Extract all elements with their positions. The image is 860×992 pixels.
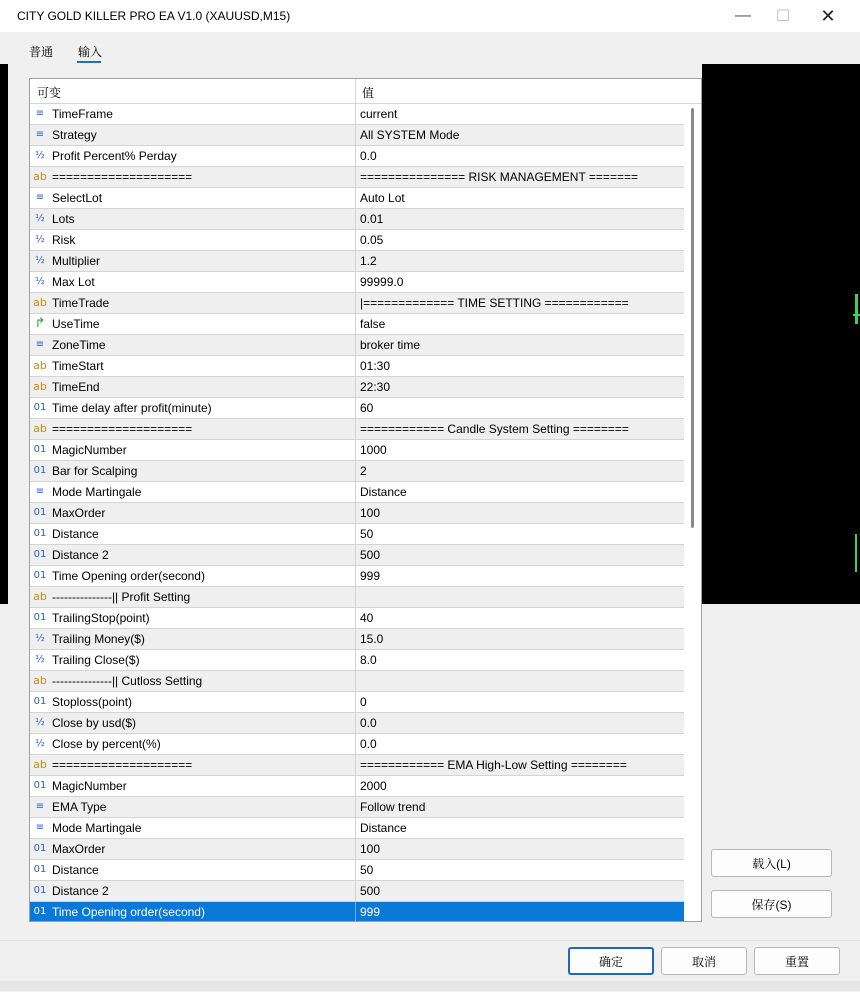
cell-divider <box>355 545 356 566</box>
param-name: Close by percent(%) <box>52 737 161 751</box>
param-value[interactable]: 50 <box>360 863 374 877</box>
param-name: Lots <box>52 212 75 226</box>
cell-divider <box>355 692 356 713</box>
table-row[interactable] <box>30 839 684 860</box>
cell-divider <box>355 293 356 314</box>
param-value[interactable]: 0.0 <box>360 737 377 751</box>
string-icon: ab <box>33 674 47 687</box>
cell-divider <box>355 146 356 167</box>
tab-bar <box>0 34 860 64</box>
save-button[interactable]: 保存(S) <box>711 890 832 918</box>
chart-candle <box>855 294 858 324</box>
param-name: TimeStart <box>52 359 104 373</box>
enum-icon: ≡ <box>35 192 45 203</box>
param-value[interactable]: current <box>360 107 398 121</box>
table-row[interactable] <box>30 545 684 566</box>
double-icon: ½ <box>35 213 45 224</box>
cell-divider <box>355 818 356 839</box>
table-row[interactable] <box>30 713 684 734</box>
cell-divider <box>355 713 356 734</box>
cell-divider <box>355 902 356 922</box>
table-row[interactable] <box>30 503 684 524</box>
param-value[interactable]: ============ EMA High-Low Setting ======== <box>360 758 627 772</box>
window-title: CITY GOLD KILLER PRO EA V1.0 (XAUUSD,M15) <box>17 9 291 23</box>
cell-divider <box>355 251 356 272</box>
integer-icon: 01 <box>33 843 47 854</box>
integer-icon: 01 <box>33 906 47 917</box>
param-name: ==================== <box>52 170 193 184</box>
cell-divider <box>355 776 356 797</box>
cell-divider <box>355 881 356 902</box>
enum-icon: ≡ <box>35 486 45 497</box>
string-icon: ab <box>33 296 47 309</box>
integer-icon: 01 <box>33 780 47 791</box>
param-value[interactable]: 50 <box>360 527 374 541</box>
enum-icon: ≡ <box>35 339 45 350</box>
double-icon: ½ <box>35 150 45 161</box>
enum-icon: ≡ <box>35 108 45 119</box>
cell-divider <box>355 755 356 776</box>
string-icon: ab <box>33 170 47 183</box>
param-name: UseTime <box>52 317 100 331</box>
cancel-button[interactable]: 取消 <box>661 947 747 975</box>
table-row[interactable] <box>30 272 684 293</box>
cell-divider <box>355 587 356 608</box>
table-row[interactable] <box>30 671 684 692</box>
maximize-icon[interactable]: ☐ <box>775 8 791 25</box>
param-name: Max Lot <box>52 275 95 289</box>
table-row[interactable] <box>30 146 684 167</box>
param-value[interactable]: Distance <box>360 485 407 499</box>
integer-icon: 01 <box>33 612 47 623</box>
tab-common[interactable]: 普通 <box>29 45 54 59</box>
param-name: Profit Percent% Perday <box>52 149 177 163</box>
param-name: Distance <box>52 527 99 541</box>
cell-divider <box>355 629 356 650</box>
param-name: Time Opening order(second) <box>52 569 205 583</box>
param-name: Distance 2 <box>52 884 109 898</box>
load-button[interactable]: 载入(L) <box>711 849 832 877</box>
string-icon: ab <box>33 380 47 393</box>
param-name: TimeEnd <box>52 380 100 394</box>
param-value[interactable]: 2000 <box>360 779 387 793</box>
param-name: ==================== <box>52 422 193 436</box>
background-chart <box>702 64 860 604</box>
reset-button[interactable]: 重置 <box>754 947 840 975</box>
param-value[interactable]: Distance <box>360 821 407 835</box>
param-name: EMA Type <box>52 800 107 814</box>
param-value[interactable]: 0.0 <box>360 716 377 730</box>
param-value[interactable]: ============ Candle System Setting ======== <box>360 422 629 436</box>
param-value[interactable]: =============== RISK MANAGEMENT ======= <box>360 170 638 184</box>
param-name: TimeFrame <box>52 107 113 121</box>
integer-icon: 01 <box>33 507 47 518</box>
title-bar <box>0 0 860 32</box>
integer-icon: 01 <box>33 864 47 875</box>
cell-divider <box>355 440 356 461</box>
table-row[interactable] <box>30 818 684 839</box>
param-value[interactable]: |============= TIME SETTING ============ <box>360 296 629 310</box>
param-value[interactable]: 40 <box>360 611 374 625</box>
param-value[interactable]: 0.0 <box>360 149 377 163</box>
param-value[interactable]: 999 <box>360 569 381 583</box>
param-value[interactable]: 0.05 <box>360 233 384 247</box>
integer-icon: 01 <box>33 402 47 413</box>
integer-icon: 01 <box>33 528 47 539</box>
double-icon: ½ <box>35 654 45 665</box>
scrollbar-thumb[interactable] <box>691 108 694 528</box>
cell-divider <box>355 461 356 482</box>
param-name: MagicNumber <box>52 443 127 457</box>
param-value[interactable]: 999 <box>360 905 381 919</box>
cell-divider <box>355 734 356 755</box>
cell-divider <box>355 398 356 419</box>
param-name: Stoploss(point) <box>52 695 133 709</box>
cell-divider <box>355 209 356 230</box>
table-row[interactable] <box>30 251 684 272</box>
enum-icon: ≡ <box>35 129 45 140</box>
table-row[interactable] <box>30 734 684 755</box>
param-value[interactable]: 100 <box>360 506 381 520</box>
cell-divider <box>355 356 356 377</box>
integer-icon: 01 <box>33 885 47 896</box>
param-name: ==================== <box>52 758 193 772</box>
cell-divider <box>355 524 356 545</box>
param-name: Distance 2 <box>52 548 109 562</box>
double-icon: ½ <box>35 717 45 728</box>
ok-button[interactable]: 确定 <box>568 947 654 975</box>
param-value[interactable]: 99999.0 <box>360 275 404 289</box>
param-value[interactable]: false <box>360 317 386 331</box>
table-row[interactable] <box>30 188 684 209</box>
param-value[interactable]: All SYSTEM Mode <box>360 128 460 142</box>
grid-rows <box>30 104 684 922</box>
cell-divider <box>355 482 356 503</box>
enum-icon: ≡ <box>35 801 45 812</box>
param-value[interactable]: 500 <box>360 548 381 562</box>
cell-divider <box>355 188 356 209</box>
table-row[interactable] <box>30 524 684 545</box>
table-row[interactable] <box>30 482 684 503</box>
close-icon[interactable]: ✕ <box>820 5 836 26</box>
cell-divider <box>355 503 356 524</box>
table-row[interactable] <box>30 587 684 608</box>
table-row[interactable] <box>30 860 684 881</box>
table-row[interactable] <box>30 692 684 713</box>
param-value[interactable]: 22:30 <box>360 380 391 394</box>
param-name: Time Opening order(second) <box>52 905 205 919</box>
param-name: ---------------|| Profit Setting <box>52 590 191 604</box>
cell-divider <box>355 167 356 188</box>
param-name: Trailing Money($) <box>52 632 145 646</box>
table-row[interactable] <box>30 881 684 902</box>
param-value[interactable]: 01:30 <box>360 359 391 373</box>
header-divider[interactable] <box>355 79 356 103</box>
param-value[interactable]: broker time <box>360 338 421 352</box>
cell-divider <box>355 272 356 293</box>
param-value[interactable]: 0 <box>360 695 367 709</box>
cell-divider <box>355 419 356 440</box>
grid-header <box>30 79 701 104</box>
table-row[interactable] <box>30 629 684 650</box>
table-row[interactable] <box>30 650 684 671</box>
cell-divider <box>355 335 356 356</box>
double-icon: ½ <box>35 255 45 266</box>
integer-icon: 01 <box>33 696 47 707</box>
double-icon: ½ <box>35 738 45 749</box>
table-row[interactable] <box>30 293 684 314</box>
table-row[interactable] <box>30 377 684 398</box>
integer-icon: 01 <box>33 444 47 455</box>
param-name: MagicNumber <box>52 779 127 793</box>
active-tab-indicator <box>77 61 101 63</box>
param-name: Risk <box>52 233 76 247</box>
table-row[interactable] <box>30 566 684 587</box>
table-row[interactable] <box>30 398 684 419</box>
background-chart-left <box>0 64 8 604</box>
cell-divider <box>355 671 356 692</box>
cell-divider <box>355 377 356 398</box>
table-row[interactable] <box>30 230 684 251</box>
param-value[interactable]: 60 <box>360 401 374 415</box>
table-row[interactable] <box>30 104 684 125</box>
header-variable[interactable]: 可变 <box>37 86 62 100</box>
background-terminal-strip <box>0 981 860 991</box>
param-value[interactable]: 0.01 <box>360 212 384 226</box>
cell-divider <box>355 839 356 860</box>
table-row[interactable] <box>30 356 684 377</box>
header-value[interactable]: 值 <box>362 86 375 100</box>
table-row[interactable] <box>30 902 684 922</box>
vertical-scrollbar[interactable] <box>685 104 701 921</box>
cell-divider <box>355 860 356 881</box>
table-row[interactable] <box>30 461 684 482</box>
chart-candle <box>853 314 860 316</box>
param-name: TrailingStop(point) <box>52 611 150 625</box>
cell-divider <box>355 566 356 587</box>
param-value[interactable]: 500 <box>360 884 381 898</box>
inputs-grid <box>29 78 702 922</box>
tab-inputs[interactable]: 输入 <box>78 45 103 59</box>
param-name: SelectLot <box>52 191 103 205</box>
cell-divider <box>355 104 356 125</box>
param-name: TimeTrade <box>52 296 110 310</box>
double-icon: ½ <box>35 276 45 287</box>
bool-icon: ↱ <box>34 316 46 331</box>
cell-divider <box>355 314 356 335</box>
param-value[interactable]: 2 <box>360 464 367 478</box>
param-value[interactable]: 100 <box>360 842 381 856</box>
integer-icon: 01 <box>33 465 47 476</box>
param-name: Distance <box>52 863 99 877</box>
param-name: Close by usd($) <box>52 716 137 730</box>
param-name: Mode Martingale <box>52 821 142 835</box>
double-icon: ½ <box>35 633 45 644</box>
param-name: ZoneTime <box>52 338 106 352</box>
double-icon: ½ <box>35 234 45 245</box>
string-icon: ab <box>33 758 47 771</box>
chart-candle <box>855 534 857 572</box>
cell-divider <box>355 797 356 818</box>
param-name: Time delay after profit(minute) <box>52 401 212 415</box>
param-value[interactable]: Auto Lot <box>360 191 405 205</box>
table-row[interactable] <box>30 776 684 797</box>
table-row[interactable] <box>30 167 684 188</box>
table-row[interactable] <box>30 755 684 776</box>
table-row[interactable] <box>30 209 684 230</box>
table-row[interactable] <box>30 419 684 440</box>
param-name: MaxOrder <box>52 842 106 856</box>
table-row[interactable] <box>30 314 684 335</box>
cell-divider <box>355 230 356 251</box>
integer-icon: 01 <box>33 549 47 560</box>
string-icon: ab <box>33 359 47 372</box>
table-row[interactable] <box>30 797 684 818</box>
param-name: ---------------|| Cutloss Setting <box>52 674 203 688</box>
cell-divider <box>355 650 356 671</box>
param-value[interactable]: 1000 <box>360 443 387 457</box>
param-value[interactable]: 8.0 <box>360 653 377 667</box>
cell-divider <box>355 125 356 146</box>
table-row[interactable] <box>30 440 684 461</box>
minimize-icon[interactable]: — <box>735 7 751 24</box>
param-name: Trailing Close($) <box>52 653 140 667</box>
param-name: Bar for Scalping <box>52 464 138 478</box>
enum-icon: ≡ <box>35 822 45 833</box>
param-name: Strategy <box>52 128 97 142</box>
param-value[interactable]: 1.2 <box>360 254 377 268</box>
param-value[interactable]: 15.0 <box>360 632 384 646</box>
string-icon: ab <box>33 422 47 435</box>
string-icon: ab <box>33 590 47 603</box>
cell-divider <box>355 608 356 629</box>
table-row[interactable] <box>30 608 684 629</box>
param-name: Mode Martingale <box>52 485 142 499</box>
integer-icon: 01 <box>33 570 47 581</box>
param-name: Multiplier <box>52 254 101 268</box>
param-name: MaxOrder <box>52 506 106 520</box>
param-value[interactable]: Follow trend <box>360 800 426 814</box>
table-row[interactable] <box>30 335 684 356</box>
table-row[interactable] <box>30 125 684 146</box>
